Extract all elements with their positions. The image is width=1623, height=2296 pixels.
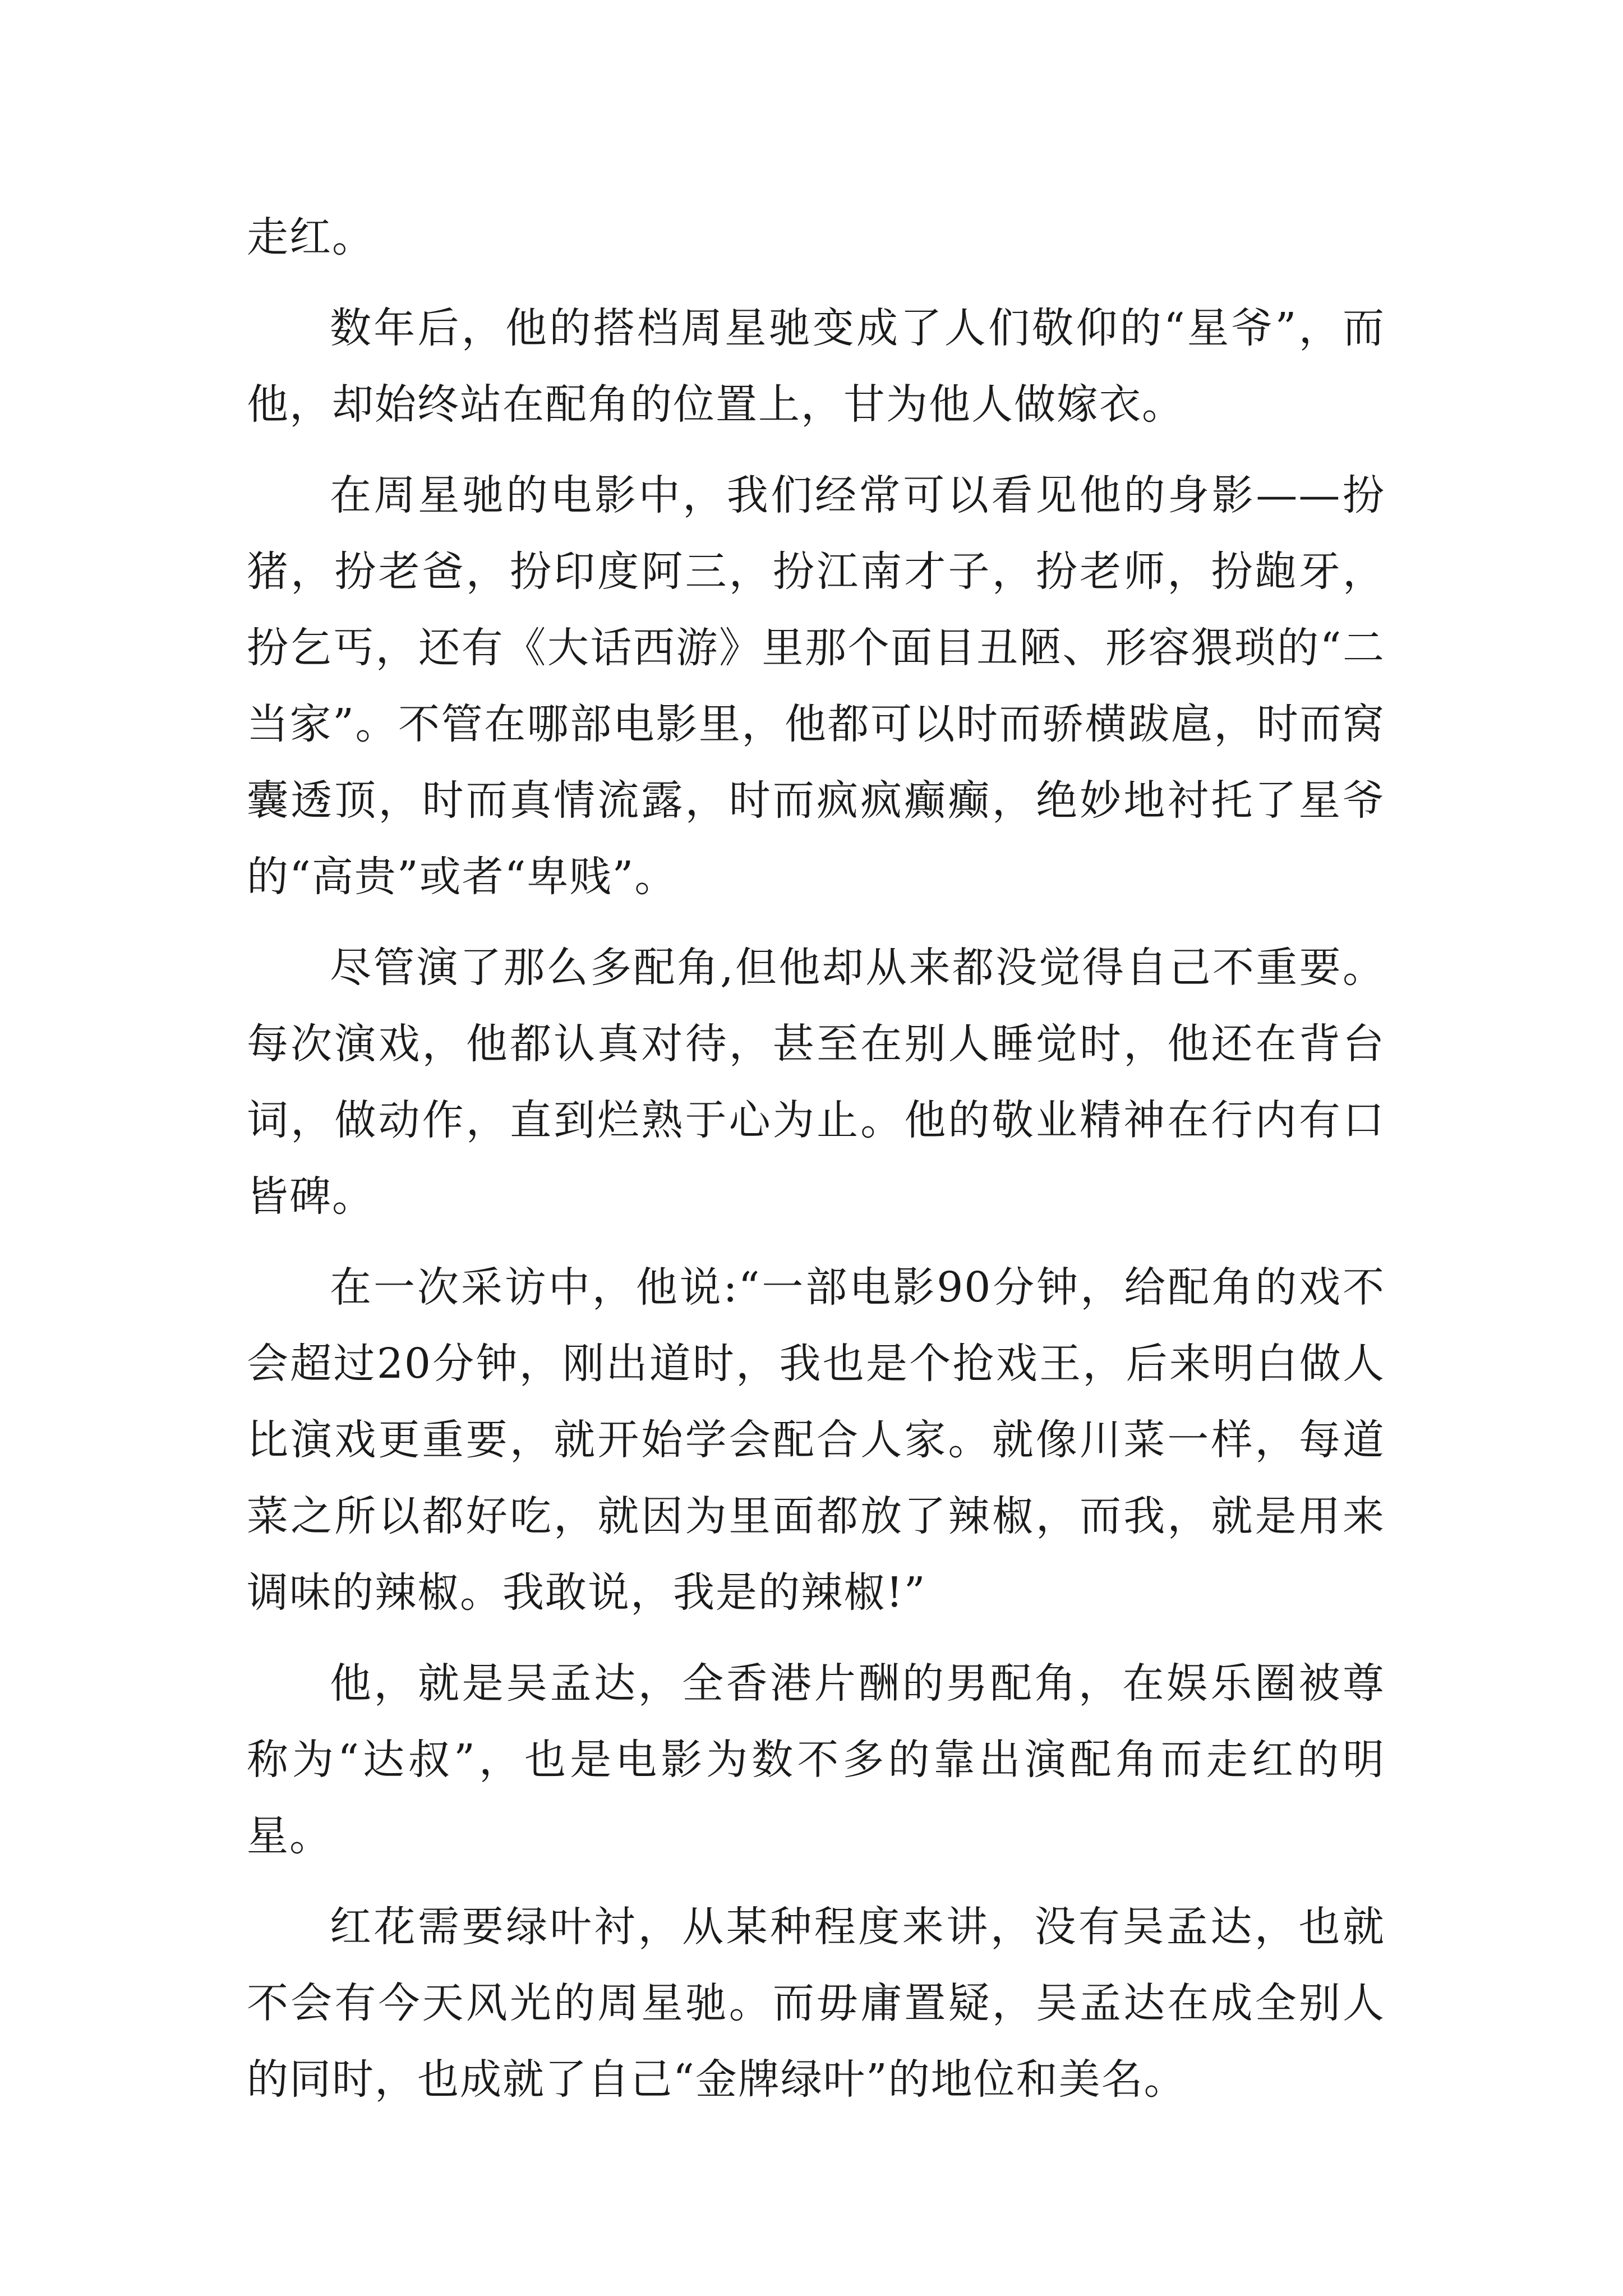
paragraph: 红花需要绿叶衬，从某种程度来讲，没有吴孟达，也就不会有今天风光的周星驰。而毋庸置疑，吴孟达在成全别人的同时，也成就了自己“金牌绿叶”的地位和美名。 xyxy=(247,1903,1385,2104)
paragraph: 数年后，他的搭档周星驰变成了人们敬仰的“星爷”，而他，却始终站在配角的位置上，甘为他人做嫁衣。 xyxy=(247,304,1385,429)
paragraph: 他，就是吴孟达，全香港片酬的男配角，在娱乐圈被尊称为“达叔”，也是电影为数不多的靠出演配角而走红的明星。 xyxy=(247,1659,1385,1860)
paragraph: 在一次采访中，他说:“一部电影90分钟，给配角的戏不会超过20分钟，刚出道时，我也是个抢戏王，后来明白做人比演戏更重要，就开始学会配合人家。就像川菜一样，每道菜之所以都好吃，就因为里面都放了辣椒，而我，就是用来调味的辣椒。我敢说，我是的辣椒!” xyxy=(247,1263,1385,1617)
paragraph: 尽管演了那么多配角,但他却从来都没觉得自己不重要。每次演戏，他都认真对待，甚至在别人睡觉时，他还在背台词，做动作，直到烂熟于心为止。他的敬业精神在行内有口皆碑。 xyxy=(247,944,1385,1221)
paragraph: 在周星驰的电影中，我们经常可以看见他的身影——扮猪，扮老爸，扮印度阿三，扮江南才子，扮老师，扮龅牙，扮乞丐，还有《大话西游》里那个面目丑陋、形容猥琐的“二当家”。不管在哪部电影里，他都可以时而骄横跋扈，时而窝囊透顶，时而真情流露，时而疯疯癫癫，绝妙地衬托了星爷的“高贵”或者“卑贱”。 xyxy=(247,471,1385,901)
paragraph: 走红。 xyxy=(247,213,375,261)
article-body xyxy=(247,199,1385,2132)
